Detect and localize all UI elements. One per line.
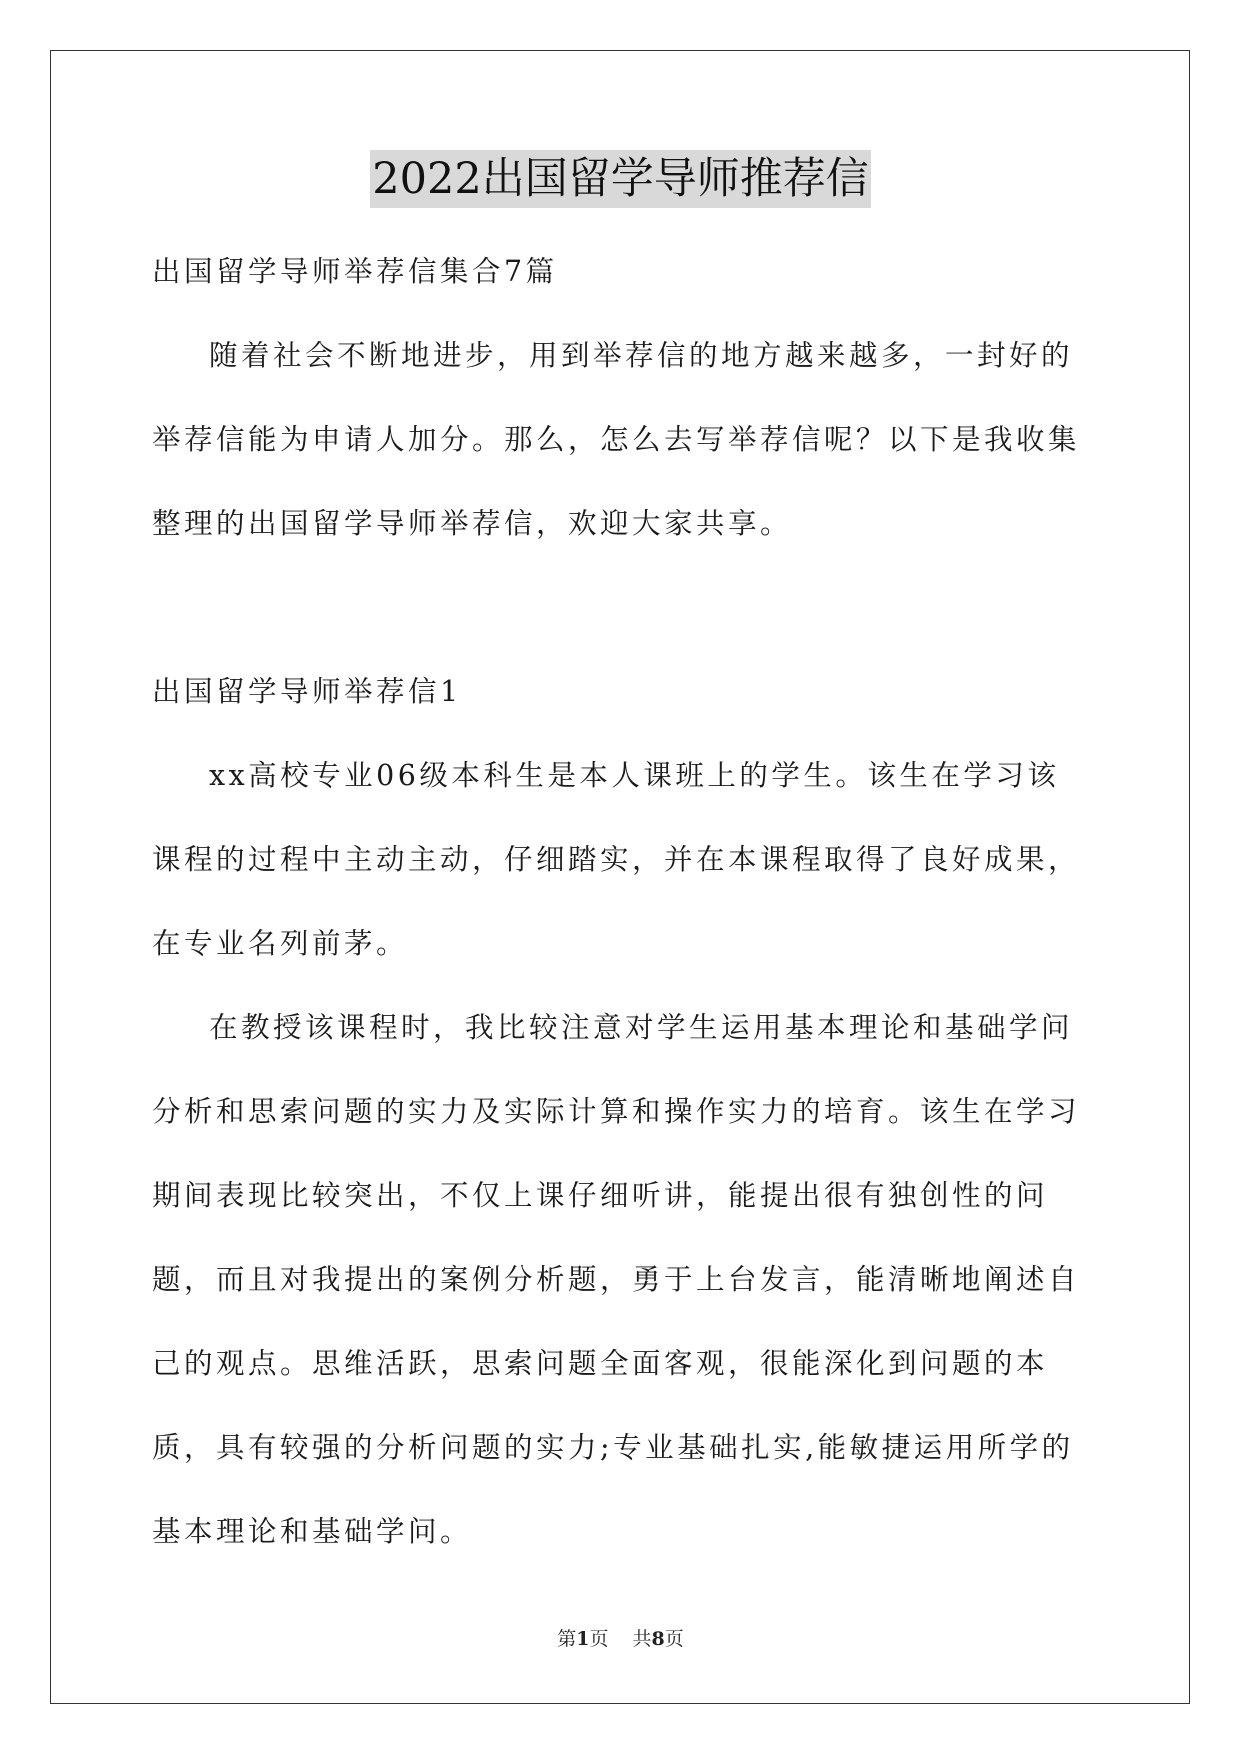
- body-paragraph-1: xx高校专业06级本科生是本人课班上的学生。该生在学习该课程的过程中主动主动，仔细踏实，并在本课程取得了良好成果，在专业名列前茅。: [152, 759, 1081, 960]
- page-suffix: 页: [589, 1628, 609, 1650]
- total-suffix: 页: [664, 1628, 684, 1650]
- document-body: [152, 230, 1087, 1574]
- page-footer: [0, 1624, 1241, 1651]
- page-prefix: 第: [557, 1628, 577, 1650]
- document-title: 2022出国留学导师推荐信: [370, 150, 870, 208]
- total-prefix: 共: [632, 1628, 652, 1650]
- page-total: 8: [651, 1628, 665, 1650]
- intro-paragraph: 随着社会不断地进步，用到举荐信的地方越来越多，一封好的举荐信能为申请人加分。那么，怎么去写举荐信呢？以下是我收集整理的出国留学导师举荐信，欢迎大家共享。: [152, 339, 1081, 540]
- body-paragraph-2: 在教授该课程时，我比较注意对学生运用基本理论和基础学问分析和思索问题的实力及实际计算和操作实力的培育。该生在学习期间表现比较突出，不仅上课仔细听讲，能提出很有独创性的问题，而且对我提出的案例分析题，勇于上台发言，能清晰地阐述自己的观点。思维活跃，思索问题全面客观，很能深化到问题的本质，具有较强的分析问题的实力;专业基础扎实,能敏捷运用所学的基本理论和基础学问。: [152, 1011, 1081, 1548]
- page-current: 1: [576, 1628, 590, 1650]
- document-subtitle: 出国留学导师举荐信集合7篇: [152, 255, 558, 288]
- title-container: [0, 150, 1241, 208]
- section-spacer: [152, 566, 1087, 650]
- section-heading: 出国留学导师举荐信1: [152, 675, 462, 708]
